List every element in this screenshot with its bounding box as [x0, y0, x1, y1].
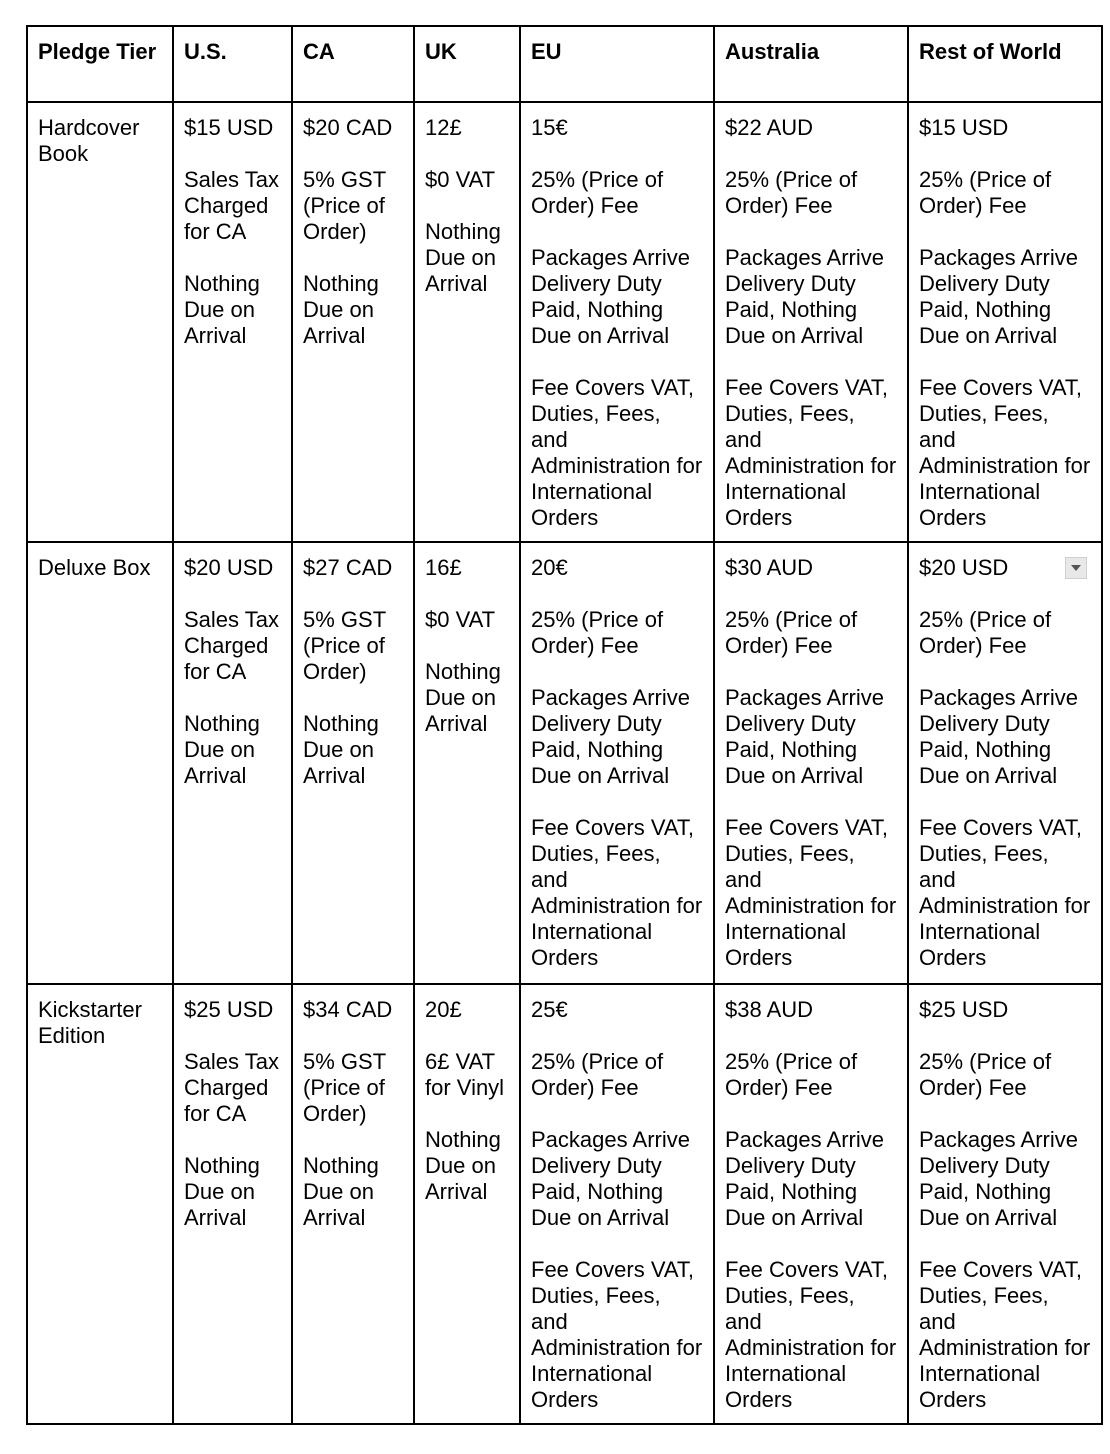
note-text: 5% GST (Price of Order)	[303, 1049, 386, 1126]
price-text: $38 AUD	[725, 997, 814, 1022]
cell-eu	[520, 542, 714, 984]
header-row	[27, 26, 1102, 102]
cell-rest-of-world	[908, 542, 1102, 984]
cell-ca	[292, 102, 414, 542]
note-text: Packages Arrive Delivery Duty Paid, Nothing Due on Arrival	[531, 1127, 690, 1230]
note-text: 25% (Price of Order) Fee	[725, 607, 858, 658]
cell-pledge-tier: Kickstarter Edition	[27, 984, 173, 1424]
cell-rest-of-world	[908, 984, 1102, 1424]
note-text: Fee Covers VAT, Duties, Fees, and Administration for International Orders	[531, 1257, 703, 1412]
price-text: 15€	[531, 115, 568, 140]
price-text: $15 USD	[184, 115, 274, 140]
header-eu: EU	[520, 26, 714, 102]
table-row	[27, 542, 1102, 984]
table-row	[27, 984, 1102, 1424]
cell-australia	[714, 984, 908, 1424]
note-text: $0 VAT	[425, 167, 496, 192]
cell-pledge-tier: Deluxe Box	[27, 542, 173, 984]
price-text: $20 USD	[184, 555, 274, 580]
note-text: Sales Tax Charged for CA	[184, 1049, 279, 1126]
note-text: Sales Tax Charged for CA	[184, 167, 279, 244]
note-text: Packages Arrive Delivery Duty Paid, Nothing Due on Arrival	[531, 685, 690, 788]
price-text: $30 AUD	[725, 555, 814, 580]
note-text: 5% GST (Price of Order)	[303, 167, 386, 244]
note-text: Nothing Due on Arrival	[184, 1153, 260, 1230]
header-uk: UK	[414, 26, 520, 102]
header-rest-of-world: Rest of World	[908, 26, 1102, 102]
note-text: Packages Arrive Delivery Duty Paid, Nothing Due on Arrival	[919, 245, 1078, 348]
note-text: Packages Arrive Delivery Duty Paid, Nothing Due on Arrival	[725, 1127, 884, 1230]
note-text: Nothing Due on Arrival	[303, 1153, 379, 1230]
price-text: $25 USD	[919, 997, 1009, 1022]
cell-uk	[414, 542, 520, 984]
note-text: 25% (Price of Order) Fee	[919, 607, 1052, 658]
price-text: $25 USD	[184, 997, 274, 1022]
cell-us	[173, 102, 292, 542]
note-text: 25% (Price of Order) Fee	[919, 167, 1052, 218]
note-text: Fee Covers VAT, Duties, Fees, and Administration for International Orders	[725, 1257, 897, 1412]
note-text: Nothing Due on Arrival	[425, 1127, 501, 1204]
cell-ca	[292, 542, 414, 984]
note-text: Packages Arrive Delivery Duty Paid, Nothing Due on Arrival	[531, 245, 690, 348]
price-text: $15 USD	[919, 115, 1009, 140]
note-text: Nothing Due on Arrival	[184, 271, 260, 348]
cell-us	[173, 984, 292, 1424]
note-text: 25% (Price of Order) Fee	[919, 1049, 1052, 1100]
cell-eu	[520, 984, 714, 1424]
header-pledge-tier: Pledge Tier	[27, 26, 173, 102]
cell-eu	[520, 102, 714, 542]
note-text: Nothing Due on Arrival	[303, 711, 379, 788]
price-text: 20€	[531, 555, 568, 580]
price-text: 20£	[425, 997, 462, 1022]
note-text: Sales Tax Charged for CA	[184, 607, 279, 684]
cell-rest-of-world	[908, 102, 1102, 542]
cell-australia	[714, 542, 908, 984]
note-text: Fee Covers VAT, Duties, Fees, and Administration for International Orders	[919, 1257, 1091, 1412]
note-text: Fee Covers VAT, Duties, Fees, and Administration for International Orders	[919, 815, 1091, 970]
note-text: Fee Covers VAT, Duties, Fees, and Administration for International Orders	[531, 375, 703, 530]
note-text: 6£ VAT for Vinyl	[425, 1049, 505, 1100]
cell-us	[173, 542, 292, 984]
note-text: Packages Arrive Delivery Duty Paid, Nothing Due on Arrival	[725, 245, 884, 348]
note-text: Nothing Due on Arrival	[184, 711, 260, 788]
price-text: $22 AUD	[725, 115, 814, 140]
price-text: $27 CAD	[303, 555, 393, 580]
note-text: 25% (Price of Order) Fee	[725, 167, 858, 218]
note-text: Nothing Due on Arrival	[303, 271, 379, 348]
header-ca: CA	[292, 26, 414, 102]
price-text: 12£	[425, 115, 462, 140]
header-us: U.S.	[173, 26, 292, 102]
note-text: $0 VAT	[425, 607, 496, 632]
note-text: Fee Covers VAT, Duties, Fees, and Administration for International Orders	[725, 815, 897, 970]
note-text: Nothing Due on Arrival	[425, 219, 501, 296]
price-text: 16£	[425, 555, 462, 580]
note-text: Nothing Due on Arrival	[425, 659, 501, 736]
price-text: $20 USD	[919, 555, 1009, 580]
note-text: 25% (Price of Order) Fee	[531, 607, 664, 658]
header-australia: Australia	[714, 26, 908, 102]
price-text: $34 CAD	[303, 997, 393, 1022]
note-text: 5% GST (Price of Order)	[303, 607, 386, 684]
cell-uk	[414, 102, 520, 542]
pricing-table	[26, 25, 1103, 1425]
cell-dropdown-button[interactable]	[1065, 557, 1087, 579]
cell-ca	[292, 984, 414, 1424]
price-text: 25€	[531, 997, 568, 1022]
cell-australia	[714, 102, 908, 542]
cell-pledge-tier: Hardcover Book	[27, 102, 173, 542]
note-text: Packages Arrive Delivery Duty Paid, Nothing Due on Arrival	[919, 685, 1078, 788]
note-text: Packages Arrive Delivery Duty Paid, Nothing Due on Arrival	[725, 685, 884, 788]
cell-uk	[414, 984, 520, 1424]
note-text: 25% (Price of Order) Fee	[531, 1049, 664, 1100]
note-text: Packages Arrive Delivery Duty Paid, Nothing Due on Arrival	[919, 1127, 1078, 1230]
note-text: Fee Covers VAT, Duties, Fees, and Administration for International Orders	[725, 375, 897, 530]
note-text: Fee Covers VAT, Duties, Fees, and Administration for International Orders	[919, 375, 1091, 530]
note-text: 25% (Price of Order) Fee	[725, 1049, 858, 1100]
price-text: $20 CAD	[303, 115, 393, 140]
note-text: Fee Covers VAT, Duties, Fees, and Administration for International Orders	[531, 815, 703, 970]
table-row	[27, 102, 1102, 542]
note-text: 25% (Price of Order) Fee	[531, 167, 664, 218]
